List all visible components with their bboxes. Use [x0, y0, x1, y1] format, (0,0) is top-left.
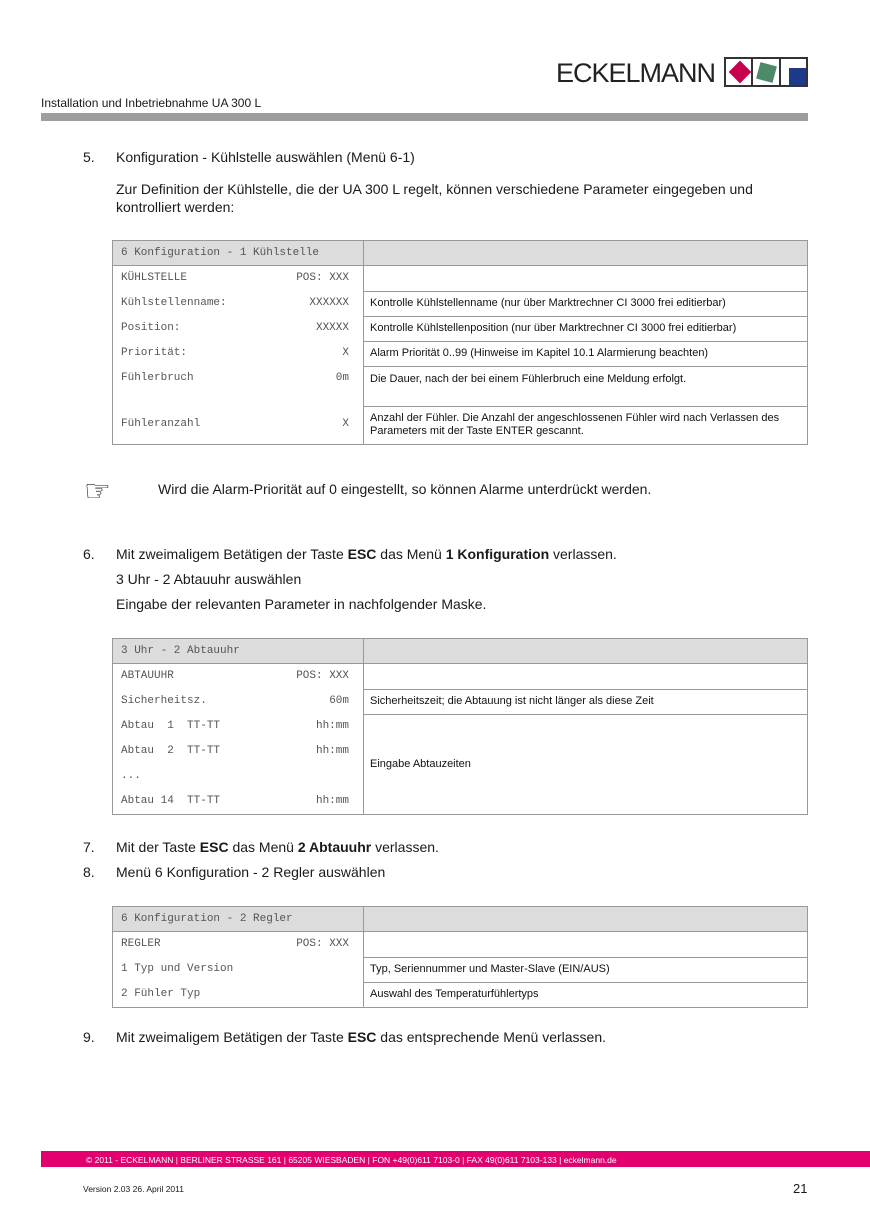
param-name: 1 Typ und Version	[121, 963, 234, 975]
step-title: Menü 6 Konfiguration - 2 Regler auswählen	[116, 864, 386, 880]
param-value: hh:mm	[315, 720, 349, 732]
note-text: Wird die Alarm-Priorität auf 0 eingestellt, so können Alarme unterdrückt werden.	[158, 481, 652, 497]
table-header: 6 Konfiguration - 2 Regler	[113, 907, 364, 932]
param-desc: Anzahl der Fühler. Die Anzahl der angeschlossenen Fühler wird nach Verlassen des Parameters mit der Taste ENTER gescannt.	[364, 406, 808, 444]
param-name: Position:	[121, 322, 181, 334]
param-desc: Auswahl des Temperaturfühlertyps	[364, 982, 808, 1008]
param-name: Abtau 2 TT-TT	[121, 745, 221, 757]
step-text: Zur Definition der Kühlstelle, die der UA 300 L regelt, können verschiedene Parameter eingegeben und kontrolliert werden:	[116, 181, 753, 215]
param-value: X	[342, 347, 349, 359]
step-number: 5.	[83, 149, 95, 165]
param-desc: Kontrolle Kühlstellenposition (nur über Marktrechner CI 3000 frei editierbar)	[364, 316, 808, 341]
param-name: Fühleranzahl	[121, 418, 201, 431]
table-regler	[112, 906, 808, 1008]
param-name: Priorität:	[121, 347, 188, 359]
param-name: Abtau 1 TT-TT	[121, 720, 221, 732]
param-desc: Kontrolle Kühlstellenname (nur über Marktrechner CI 3000 frei editierbar)	[364, 291, 808, 316]
document-title: Installation und Inbetriebnahme UA 300 L	[41, 96, 262, 110]
param-desc	[364, 932, 808, 958]
step-number: 9.	[83, 1029, 95, 1045]
table-abtauuhr	[112, 638, 808, 815]
param-name: ABTAUUHR	[121, 670, 174, 682]
param-value: POS: XXX	[296, 670, 349, 682]
param-desc: Sicherheitszeit; die Abtauung ist nicht länger als diese Zeit	[364, 689, 808, 714]
pointing-hand-icon: ☞	[84, 475, 111, 508]
param-value: POS: XXX	[296, 938, 349, 950]
param-desc: Typ, Seriennummer und Master-Slave (EIN/AUS)	[364, 957, 808, 982]
company-logo-text: ECKELMANN	[556, 58, 716, 88]
param-desc: Die Dauer, nach der bei einem Fühlerbruch eine Meldung erfolgt.	[364, 366, 808, 406]
param-name: Abtau 14 TT-TT	[121, 795, 221, 807]
param-desc: Eingabe Abtauzeiten	[364, 714, 808, 815]
table-header: 6 Konfiguration - 1 Kühlstelle	[113, 241, 364, 266]
page-number: 21	[793, 1181, 808, 1196]
param-value: hh:mm	[315, 795, 349, 807]
step-text: Mit zweimaligem Betätigen der Taste ESC das Menü 1 Konfiguration verlassen.	[116, 546, 617, 562]
step-number: 8.	[83, 864, 95, 880]
step-number: 7.	[83, 839, 95, 855]
param-name: 2 Fühler Typ	[121, 988, 201, 1000]
param-desc	[364, 266, 808, 292]
footer-version: Version 2.03 26. April 2011	[83, 1184, 184, 1194]
param-name: Sicherheitsz.	[121, 695, 207, 707]
param-name: ...	[121, 770, 141, 782]
step-text: Mit zweimaligem Betätigen der Taste ESC das entsprechende Menü verlassen.	[116, 1029, 607, 1045]
table-header: 3 Uhr - 2 Abtauuhr	[113, 639, 364, 664]
param-value: hh:mm	[315, 745, 349, 757]
param-name: Fühlerbruch	[121, 372, 194, 384]
step-text: 3 Uhr - 2 Abtauuhr auswählen	[116, 571, 302, 587]
param-value: X	[342, 418, 349, 431]
param-value: 0m	[335, 372, 349, 384]
step-text: Eingabe der relevanten Parameter in nachfolgender Maske.	[116, 596, 487, 612]
company-logo-icon	[724, 57, 808, 87]
param-desc: Alarm Priorität 0..99 (Hinweise im Kapitel 10.1 Alarmierung beachten)	[364, 341, 808, 366]
step-text: Mit der Taste ESC das Menü 2 Abtauuhr verlassen.	[116, 839, 439, 855]
param-value: 60m	[329, 695, 349, 707]
param-name: REGLER	[121, 938, 161, 950]
step-number: 6.	[83, 546, 95, 562]
param-value: XXXXX	[315, 322, 349, 334]
param-value: POS: XXX	[296, 272, 349, 284]
param-name: KÜHLSTELLE	[121, 272, 188, 284]
header-divider	[41, 113, 808, 121]
footer-address: © 2011 - ECKELMANN | BERLINER STRASSE 161 | 65205 WIESBADEN | FON +49(0)611 7103-0 | FAX 49(0)611 7103-133 | eckelmann.de	[41, 1151, 870, 1167]
table-kuehlstelle	[112, 240, 808, 445]
param-name: Kühlstellenname:	[121, 297, 227, 309]
step-title: Konfiguration - Kühlstelle auswählen (Menü 6-1)	[116, 149, 415, 165]
param-value: XXXXXX	[309, 297, 349, 309]
param-desc	[364, 664, 808, 690]
